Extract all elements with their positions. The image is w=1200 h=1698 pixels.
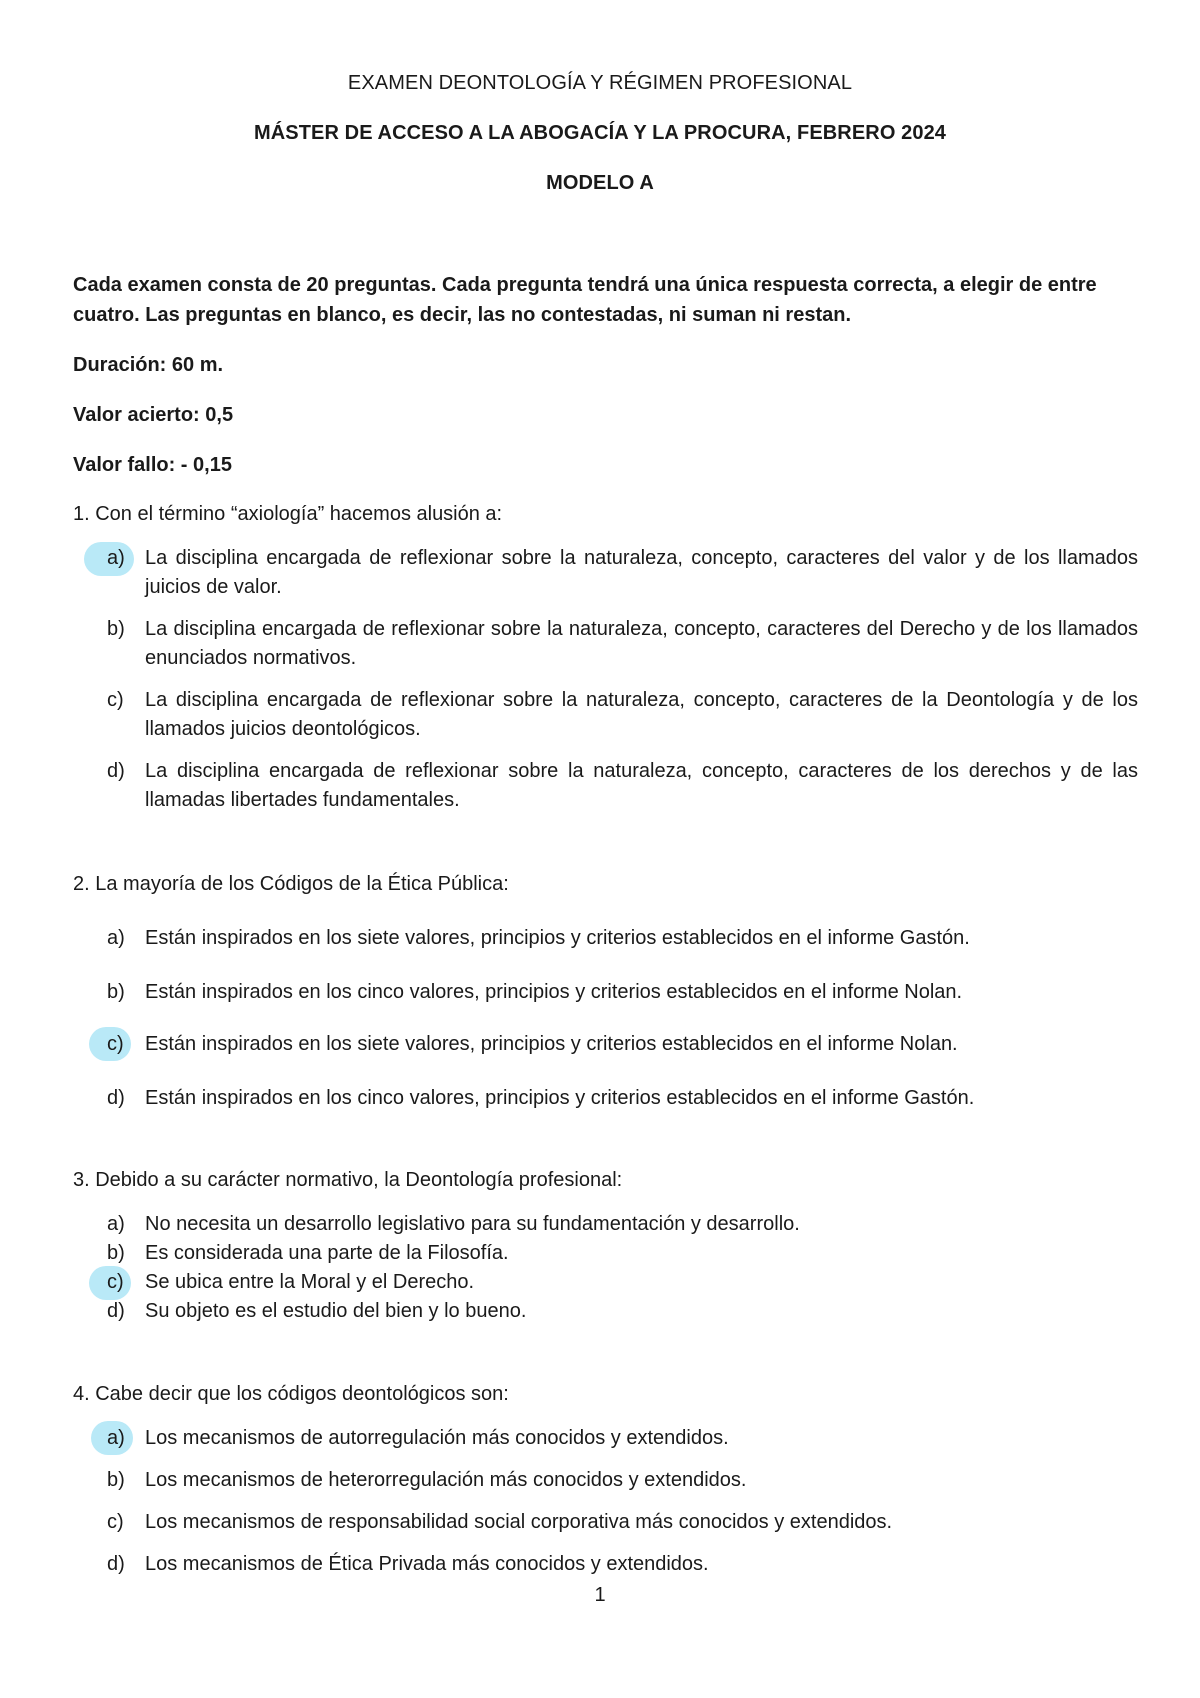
question-1-option-a <box>107 544 1138 602</box>
option-text: La disciplina encargada de reflexionar sobre la naturaleza, concepto, caracteres de los derechos y de las llamadas libertades fundamentales. <box>145 760 1138 811</box>
option-letter: b) <box>107 618 125 640</box>
option-letter: d) <box>107 1300 125 1322</box>
option-text: Los mecanismos de autorregulación más conocidos y extendidos. <box>145 1427 729 1449</box>
correct-value-text: Valor acierto: 0,5 <box>73 404 234 426</box>
question-1-option-d <box>107 757 1138 815</box>
option-letter: d) <box>107 1553 125 1575</box>
exam-title: EXAMEN DEONTOLOGÍA Y RÉGIMEN PROFESIONAL <box>347 72 853 94</box>
question-4-option-d <box>107 1550 1138 1579</box>
option-text: Están inspirados en los cinco valores, principios y criterios establecidos en el informe Nolan. <box>145 981 963 1003</box>
exam-subtitle: MÁSTER DE ACCESO A LA ABOGACÍA Y LA PROCURA, FEBRERO 2024 <box>253 122 947 144</box>
option-letter: b) <box>107 1242 125 1264</box>
option-letter: c) <box>107 1033 124 1055</box>
option-letter: d) <box>107 1087 125 1109</box>
question-3-title: 3. Debido a su carácter normativo, la Deontología profesional: <box>73 1169 623 1191</box>
question-4-option-a <box>107 1424 1138 1453</box>
option-letter: a) <box>107 547 125 569</box>
option-text: Están inspirados en los siete valores, principios y criterios establecidos en el informe Gastón. <box>145 927 970 949</box>
question-4-title: 4. Cabe decir que los códigos deontológicos son: <box>73 1383 509 1405</box>
question-1-option-b <box>107 615 1138 673</box>
question-3-option-a <box>107 1210 1138 1239</box>
option-text: Los mecanismos de Ética Privada más conocidos y extendidos. <box>145 1553 709 1575</box>
option-letter: c) <box>107 1511 124 1533</box>
option-letter: a) <box>107 1213 125 1235</box>
option-letter: b) <box>107 981 125 1003</box>
option-text: Los mecanismos de responsabilidad social corporativa más conocidos y extendidos. <box>145 1511 893 1533</box>
option-letter: c) <box>107 1271 124 1293</box>
option-text: Están inspirados en los cinco valores, principios y criterios establecidos en el informe Gastón. <box>145 1087 975 1109</box>
question-1-title: 1. Con el término “axiología” hacemos alusión a: <box>73 503 503 525</box>
option-letter: a) <box>107 1427 125 1449</box>
option-letter: a) <box>107 927 125 949</box>
question-2-title: 2. La mayoría de los Códigos de la Ética Pública: <box>73 873 509 895</box>
option-text: La disciplina encargada de reflexionar sobre la naturaleza, concepto, caracteres de la Deontología y de los llamados juicios deontológicos. <box>145 689 1138 740</box>
option-letter: d) <box>107 760 125 782</box>
option-text: Su objeto es el estudio del bien y lo bueno. <box>145 1300 527 1322</box>
option-text: La disciplina encargada de reflexionar sobre la naturaleza, concepto, caracteres del Derecho y de los llamados enunciados normativos. <box>145 618 1138 669</box>
option-text: Los mecanismos de heterorregulación más conocidos y extendidos. <box>145 1469 747 1491</box>
instructions-text: Cada examen consta de 20 preguntas. Cada pregunta tendrá una única respuesta correcta, a elegir de entre cuatro. Las preguntas en blanco, es decir, las no contestadas, ni suman ni restan. <box>73 274 1097 326</box>
question-2-option-c <box>107 1030 1138 1059</box>
question-3-option-c <box>107 1268 1138 1297</box>
question-2-option-a <box>107 924 1138 953</box>
page-number: 1 <box>594 1584 606 1606</box>
question-2-option-d <box>107 1084 1138 1113</box>
option-text: No necesita un desarrollo legislativo para su fundamentación y desarrollo. <box>145 1213 800 1235</box>
question-1-option-c <box>107 686 1138 744</box>
wrong-value-text: Valor fallo: - 0,15 <box>73 454 232 476</box>
option-text: La disciplina encargada de reflexionar sobre la naturaleza, concepto, caracteres del valor y de los llamados juicios de valor. <box>145 547 1138 598</box>
question-3-option-b <box>107 1239 1138 1268</box>
question-4-option-b <box>107 1466 1138 1495</box>
option-letter: c) <box>107 689 124 711</box>
option-text: Se ubica entre la Moral y el Derecho. <box>145 1271 475 1293</box>
option-text: Es considerada una parte de la Filosofía. <box>145 1242 509 1264</box>
question-2-option-b <box>107 978 1138 1007</box>
question-4-option-c <box>107 1508 1138 1537</box>
question-3-option-d <box>107 1297 1138 1326</box>
option-text: Están inspirados en los siete valores, principios y criterios establecidos en el informe Nolan. <box>145 1033 958 1055</box>
duration-text: Duración: 60 m. <box>73 354 224 376</box>
option-letter: b) <box>107 1469 125 1491</box>
exam-model: MODELO A <box>546 172 654 194</box>
